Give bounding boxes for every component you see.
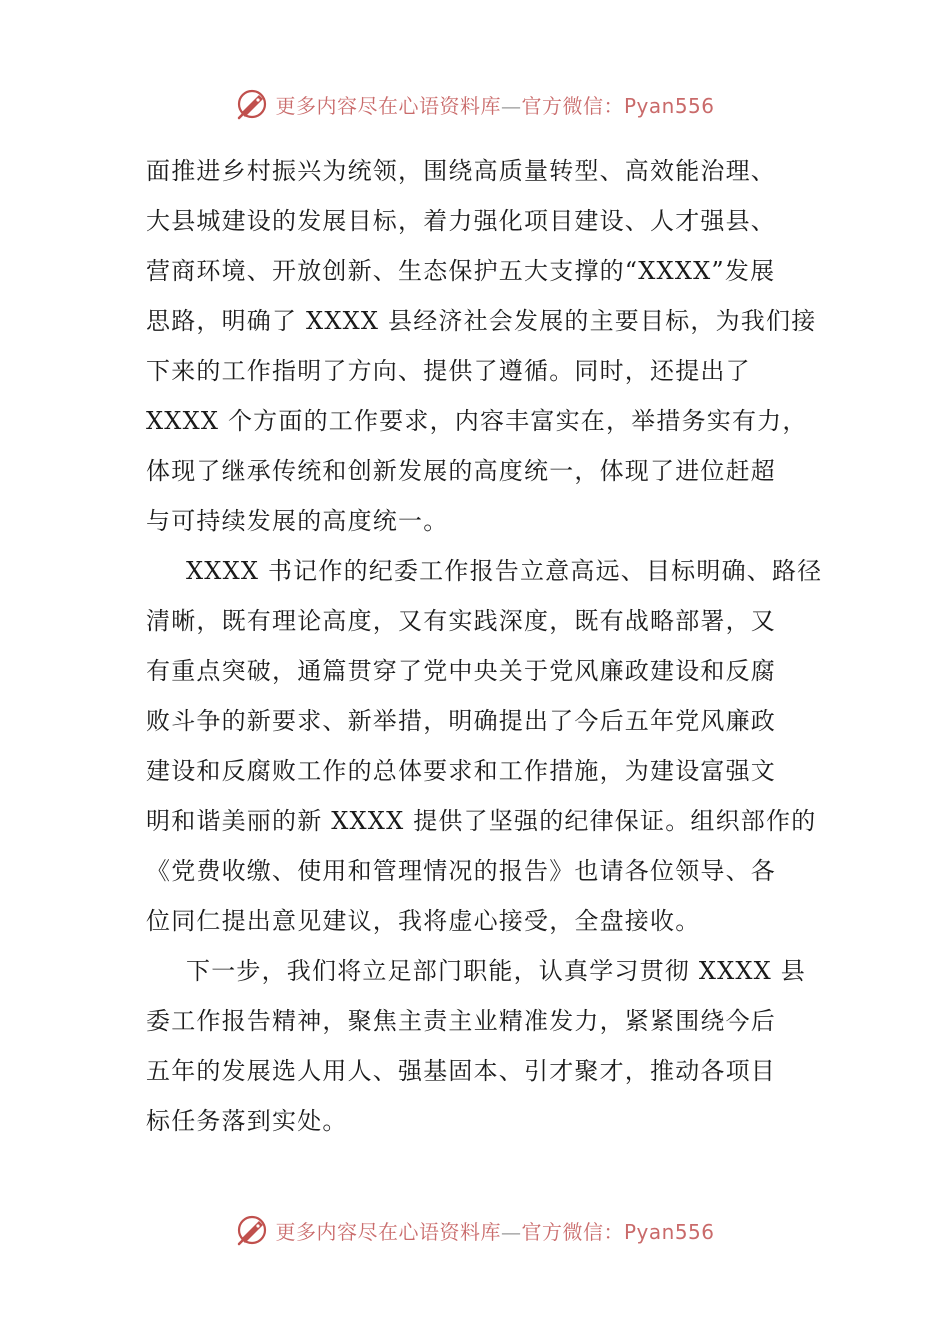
text-line: 明和谐美丽的新 XXXX 提供了坚强的纪律保证。组织部作的: [146, 807, 817, 835]
banner-separator: —: [500, 1219, 522, 1244]
banner-text: [275, 90, 714, 119]
banner-slogan: 更多内容尽在心语资料库: [275, 93, 501, 118]
banner-slogan: 更多内容尽在心语资料库: [275, 1219, 501, 1244]
text-line: 体现了继承传统和创新发展的高度统一，体现了进位赶超: [146, 457, 776, 485]
text-line: 有重点突破，通篇贯穿了党中央关于党风廉政建设和反腐: [146, 657, 776, 685]
banner-wechat-id: Pyan556: [623, 1219, 715, 1244]
header-banner: [0, 84, 950, 124]
text-line: 位同仁提出意见建议，我将虚心接受，全盘接收。: [146, 907, 701, 935]
footer-banner: [0, 1210, 950, 1250]
pen-nib-logo-icon: [235, 1213, 269, 1247]
text-line: XXXX 个方面的工作要求，内容丰富实在，举措务实有力，: [146, 407, 808, 435]
paragraph-3: [146, 946, 806, 1146]
text-line: 下来的工作指明了方向、提供了遵循。同时，还提出了: [146, 357, 751, 385]
text-line: 面推进乡村振兴为统领，围绕高质量转型、高效能治理、: [146, 157, 776, 185]
text-line: XXXX 书记作的纪委工作报告立意高远、目标明确、路径: [186, 557, 823, 585]
text-line: 大县城建设的发展目标，着力强化项目建设、人才强县、: [146, 207, 776, 235]
paragraph-1: [146, 146, 817, 546]
text-line: 清晰，既有理论高度，又有实践深度，既有战略部署，又: [146, 607, 776, 635]
text-line: 五年的发展选人用人、强基固本、引才聚才，推动各项目: [146, 1057, 776, 1085]
banner-text: [275, 1216, 714, 1245]
text-line: 建设和反腐败工作的总体要求和工作措施，为建设富强文: [146, 757, 776, 785]
text-line: 营商环境、开放创新、生态保护五大支撑的“XXXX”发展: [146, 257, 776, 285]
text-line: 与可持续发展的高度统一。: [146, 507, 449, 535]
banner-label: 官方微信：: [521, 93, 624, 118]
text-line: 委工作报告精神，聚焦主责主业精准发力，紧紧围绕今后: [146, 1007, 776, 1035]
banner-label: 官方微信：: [521, 1219, 624, 1244]
text-line: 思路，明确了 XXXX 县经济社会发展的主要目标，为我们接: [146, 307, 817, 335]
text-line: 下一步，我们将立足部门职能，认真学习贯彻 XXXX 县: [186, 957, 806, 985]
text-line: 标任务落到实处。: [146, 1107, 348, 1135]
paragraph-2: [146, 546, 823, 946]
text-line: 败斗争的新要求、新举措，明确提出了今后五年党风廉政: [146, 707, 776, 735]
pen-nib-logo-icon: [235, 87, 269, 121]
banner-wechat-id: Pyan556: [623, 93, 715, 118]
text-line: 《党费收缴、使用和管理情况的报告》也请各位领导、各: [146, 857, 776, 885]
document-body: [146, 146, 823, 1146]
banner-separator: —: [500, 93, 522, 118]
